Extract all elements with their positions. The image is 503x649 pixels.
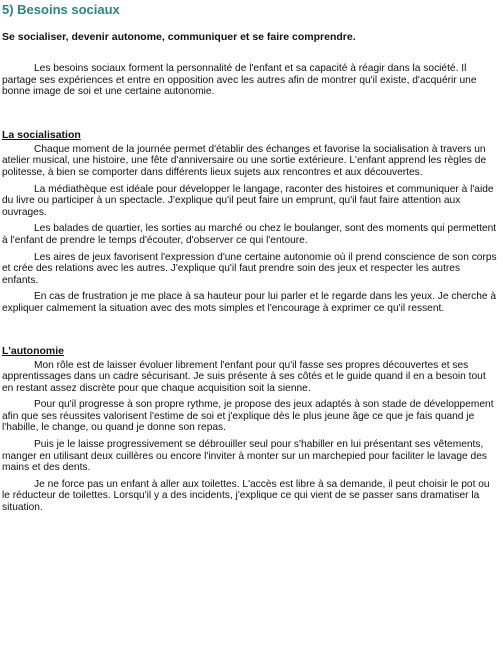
- intro-paragraph: Les besoins sociaux forment la personnalité de l'enfant et sa capacité à réagir dans la société. Il partage ses expériences et entre en opposition avec les autres afin de montrer qu'il existe, d'acquérir une bonne image de soi et une certaine autonomie.: [2, 63, 477, 98]
- autonomie-paragraph: Mon rôle est de laisser évoluer librement l'enfant pour qu'il fasse ses propres découvertes et ses apprentissages dans un cadre sécurisant. Je suis présente à ses côtés et le guide quand il en a besoin tout en restant assez discrète pour que chaque acquisition soit la sienne.: [2, 359, 486, 394]
- socialisation-paragraph: En cas de frustration je me place à sa hauteur pour lui parler et le regarde dans les yeux. Je cherche à expliquer calmement la situation avec des mots simples et l'encourage à exprimer ce qu'il ressent.: [2, 291, 497, 314]
- section-title: 5) Besoins sociaux: [2, 2, 120, 17]
- socialisation-paragraph: Chaque moment de la journée permet d'établir des échanges et favorise la socialisation à travers un atelier musical, une histoire, une fête d'anniversaire ou une sortie extérieure. L'enfant apprend les règles de politesse, à bien se comporter dans différents lieux sujets aux rencontres et aux découvertes.: [2, 143, 487, 178]
- heading-autonomie: L'autonomie: [2, 344, 64, 357]
- autonomie-paragraph: Puis je le laisse progressivement se débrouiller seul pour s'habiller en lui présentant ses vêtements, manger en utilisant deux cuillères ou encore l'inviter à monter sur un marchepied pour faciliter le lavage des mains et des dents.: [2, 439, 487, 474]
- socialisation-paragraph: Les balades de quartier, les sorties au marché ou chez le boulanger, sont des moments qui permettent à l'enfant de prendre le temps d'écouter, d'observer ce qui l'entoure.: [2, 223, 497, 246]
- socialisation-paragraph: Les aires de jeux favorisent l'expression d'une certaine autonomie où il prend conscience de son corps et crée des relations avec les autres. J'explique qu'il faut prendre soin des jeux et respecter les autres enfants.: [2, 251, 497, 286]
- autonomie-paragraph: Je ne force pas un enfant à aller aux toilettes. L'accès est libre à sa demande, il peut choisir le pot ou le réducteur de toilettes. Lorsqu'il y a des incidents, j'explique ce qui vient de se passer sans dramatiser la situation.: [2, 478, 490, 514]
- subtitle: Se socialiser, devenir autonome, communiquer et se faire comprendre.: [2, 31, 356, 43]
- document-page: [2, 0, 499, 514]
- socialisation-paragraph: La médiathèque est idéale pour développer le langage, raconter des histoires et communiquer à l'aide du livre ou participer à un spectacle. J'explique qu'il peut faire un emprunt, qu'il faut faire attention aux ouvrages.: [2, 183, 494, 218]
- autonomie-paragraph: Pour qu'il progresse à son propre rythme, je propose des jeux adaptés à son stade de développement afin que ses réussites valorisent l'estime de soi et j'explique dès le plus jeune âge ce que je fais quand je l'habille, le change, ou quand je donne son repas.: [2, 399, 494, 434]
- heading-socialisation: La socialisation: [2, 128, 81, 141]
